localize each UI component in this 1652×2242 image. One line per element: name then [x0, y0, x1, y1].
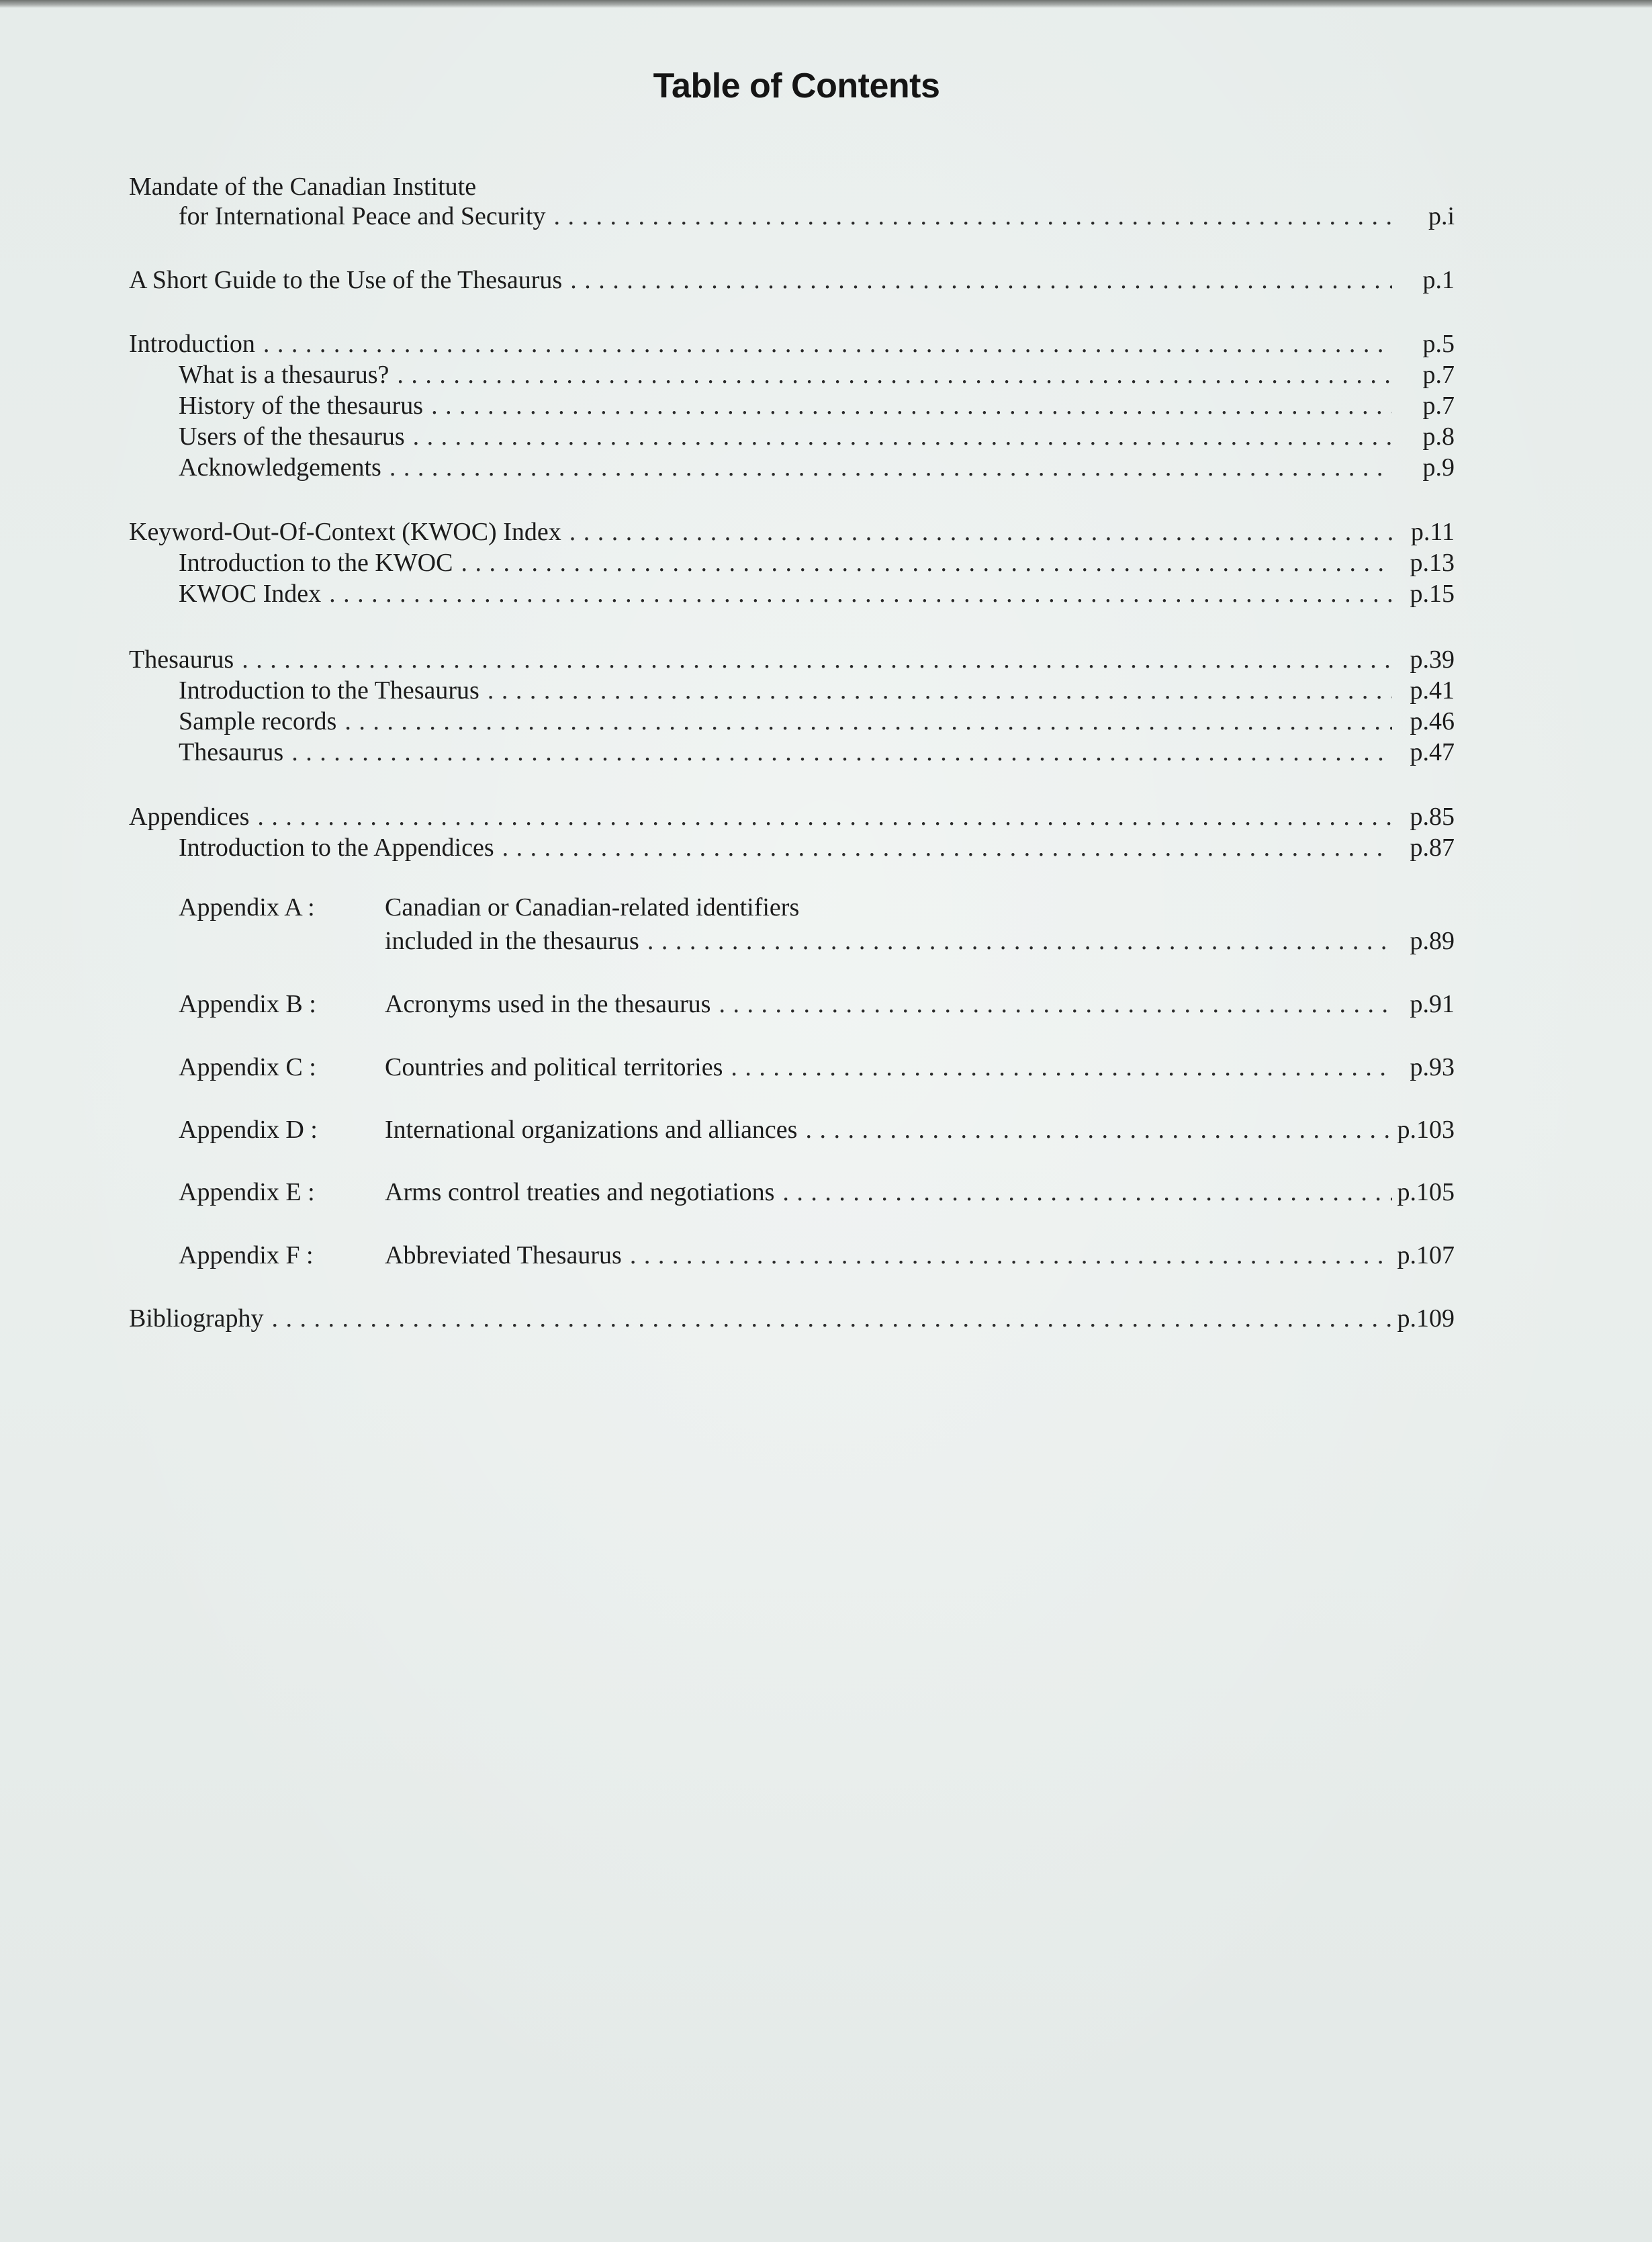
toc-subentry-what-is-thesaurus[interactable]: [179, 357, 1455, 390]
toc-page-number: p.103: [1397, 1116, 1455, 1144]
toc-subentry-kwoc-intro[interactable]: [179, 545, 1455, 578]
toc-page-number: p.109: [1397, 1304, 1455, 1333]
appendix-id: Appendix B :: [179, 990, 316, 1018]
dot-leader: [569, 517, 1392, 547]
toc-entry-label: Introduction to the KWOC: [179, 549, 453, 577]
toc-page-number: p.9: [1422, 453, 1455, 482]
toc-page-number: p.8: [1422, 422, 1455, 451]
toc-entry-label: Countries and political territories: [385, 1053, 723, 1081]
toc-entry-label: Bibliography: [129, 1304, 264, 1333]
dot-leader: [647, 926, 1392, 956]
toc-appendix-f[interactable]: [179, 1237, 1455, 1271]
toc-appendix-c[interactable]: [179, 1049, 1455, 1083]
appendix-id: Appendix F :: [179, 1241, 314, 1269]
toc-page-number: p.7: [1422, 361, 1455, 389]
toc-entry-label: included in the thesaurus: [385, 927, 639, 955]
toc-page-number: p.13: [1410, 549, 1455, 577]
toc-page-number: p.15: [1410, 580, 1455, 608]
toc-page-number: p.11: [1410, 518, 1455, 546]
toc-page-number: p.85: [1410, 803, 1455, 831]
toc-entry-mandate[interactable]: [179, 198, 1455, 232]
dot-leader: [329, 578, 1392, 609]
dot-leader: [554, 201, 1392, 232]
appendix-title-line1: Canadian or Canadian-related identifiers: [385, 893, 800, 922]
toc-entry-label: Abbreviated Thesaurus: [385, 1241, 622, 1269]
toc-page-number: p.91: [1410, 990, 1455, 1018]
toc-entry-mandate-line1: Mandate of the Canadian Institute: [129, 173, 477, 201]
toc-entry-label: Keyword-Out-Of-Context (KWOC) Index: [129, 518, 561, 546]
toc-entry-label: Users of the thesaurus: [179, 422, 405, 451]
toc-entry-label: What is a thesaurus?: [179, 361, 389, 389]
toc-entry-introduction[interactable]: [129, 326, 1455, 359]
toc-appendix-a[interactable]: [385, 923, 1455, 956]
toc-entry-label: for International Peace and Security: [179, 202, 546, 230]
toc-page-number: p.93: [1410, 1053, 1455, 1081]
toc-entry-label: Arms control treaties and negotiations: [385, 1178, 775, 1206]
toc-page-number: p.107: [1397, 1241, 1455, 1269]
appendix-id: Appendix E :: [179, 1178, 315, 1206]
dot-leader: [431, 390, 1392, 421]
toc-page-number: p.46: [1410, 707, 1455, 735]
appendix-id: Appendix C :: [179, 1053, 316, 1081]
toc-entry-thesaurus[interactable]: [129, 641, 1455, 675]
toc-appendix-e[interactable]: [179, 1174, 1455, 1208]
toc-entry-short-guide[interactable]: [129, 262, 1455, 296]
toc-page-number: p.89: [1410, 927, 1455, 955]
toc-entry-label: Introduction: [129, 330, 255, 358]
toc-page-number: p.1: [1422, 266, 1455, 294]
toc-page-number: p.41: [1410, 676, 1455, 705]
dot-leader: [731, 1052, 1392, 1083]
toc-entry-label: Acknowledgements: [179, 453, 381, 482]
toc-subentry-appendices-intro[interactable]: [179, 829, 1455, 863]
toc-subentry-acknowledgements[interactable]: [179, 449, 1455, 483]
toc-entry-label: History of the thesaurus: [179, 392, 424, 420]
toc-entry-label: A Short Guide to the Use of the Thesaurus: [129, 266, 563, 294]
toc-entry-label: KWOC Index: [179, 580, 322, 608]
toc-page-number: p.87: [1410, 834, 1455, 862]
dot-leader: [488, 675, 1392, 706]
toc-page-number: p.39: [1410, 645, 1455, 674]
toc-entry-bibliography[interactable]: [129, 1300, 1455, 1334]
dot-leader: [630, 1240, 1392, 1271]
toc-page-number: p.47: [1410, 738, 1455, 766]
toc-subentry-sample-records[interactable]: [179, 703, 1455, 737]
dot-leader: [389, 452, 1392, 483]
toc-appendix-a-line1: [179, 892, 799, 923]
dot-leader: [397, 359, 1392, 390]
dot-leader: [263, 328, 1392, 359]
toc-page-number: p.i: [1428, 202, 1455, 230]
dot-leader: [570, 265, 1392, 296]
dot-leader: [782, 1177, 1391, 1208]
dot-leader: [272, 1303, 1392, 1334]
toc-entry-label: Thesaurus: [129, 645, 234, 674]
dot-leader: [719, 989, 1392, 1020]
dot-leader: [345, 706, 1392, 737]
toc-subentry-thesaurus-intro[interactable]: [179, 672, 1455, 706]
toc-entry-label: Introduction to the Thesaurus: [179, 676, 479, 705]
toc-page-number: p.7: [1422, 392, 1455, 420]
toc-entry-appendices[interactable]: [129, 799, 1455, 832]
dot-leader: [502, 832, 1392, 863]
toc-entry-label: Sample records: [179, 707, 337, 735]
toc-entry-label: Introduction to the Appendices: [179, 834, 494, 862]
scan-top-edge: [0, 0, 1652, 8]
toc-subentry-thesaurus-main[interactable]: [179, 734, 1455, 768]
dot-leader: [242, 644, 1392, 675]
dot-leader: [805, 1114, 1391, 1145]
toc-page-number: p.5: [1422, 330, 1455, 358]
toc-appendix-b[interactable]: [179, 986, 1455, 1020]
dot-leader: [291, 737, 1392, 768]
dot-leader: [461, 547, 1392, 578]
toc-appendix-d[interactable]: [179, 1112, 1455, 1145]
dot-leader: [413, 421, 1392, 452]
toc-entry-label: Acronyms used in the thesaurus: [385, 990, 711, 1018]
toc-entry-kwoc[interactable]: [129, 514, 1455, 547]
toc-entry-label: International organizations and alliances: [385, 1116, 798, 1144]
appendix-id: Appendix A :: [179, 893, 315, 922]
appendix-id: Appendix D :: [179, 1116, 318, 1144]
toc-subentry-history[interactable]: [179, 388, 1455, 421]
page-title: Table of Contents: [653, 66, 940, 105]
toc-page-number: p.105: [1397, 1178, 1455, 1206]
toc-subentry-kwoc-index[interactable]: [179, 576, 1455, 609]
dot-leader: [257, 801, 1392, 832]
toc-entry-label: Thesaurus: [179, 738, 284, 766]
toc-subentry-users[interactable]: [179, 418, 1455, 452]
toc-entry-label: Appendices: [129, 803, 250, 831]
